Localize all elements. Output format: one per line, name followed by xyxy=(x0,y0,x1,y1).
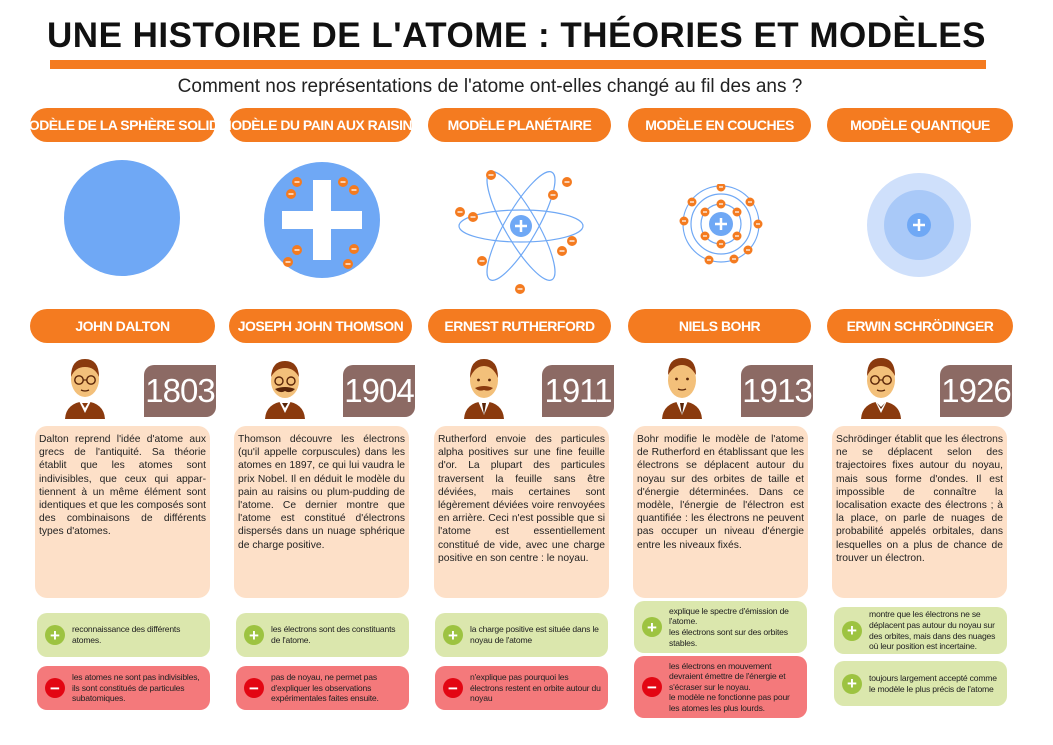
year-badge-1803: 1803 xyxy=(144,365,216,417)
scientist-label-bohr: NIELS BOHR xyxy=(628,309,811,343)
con-box-dalton xyxy=(37,666,210,710)
quantum-diagram xyxy=(866,172,972,278)
model-label-quantum: MODÈLE QUANTIQUE xyxy=(827,108,1013,142)
scientist-label-dalton: JOHN DALTON xyxy=(30,309,215,343)
minus-icon: − xyxy=(45,678,65,698)
pro-text: les électrons sont des constituants de l'atome. xyxy=(271,624,396,645)
description-card-rutherford: Rutherford envoie des particules alpha positives sur une fine feuille d'or. La plupart des particules traversent la feuille sans être déviées, mais certaines sont légèrement déviées voire renvoyées en arrière. Ceci n'est possible que si l'atome est essentiellement constitué de vide, avec une charge positive en son centre : le noyau. xyxy=(434,426,609,598)
pro-box-dalton xyxy=(37,613,210,657)
year-badge-1911: 1911 xyxy=(542,365,614,417)
model-label-plum-pudding: MODÈLE DU PAIN AUX RAISINS xyxy=(229,108,412,142)
plus-icon: + xyxy=(642,617,662,637)
con-box-thomson xyxy=(236,666,409,710)
plus-icon: + xyxy=(842,674,862,694)
page-subtitle: Comment nos représentations de l'atome ont-elles changé au fil des ans ? xyxy=(177,76,803,97)
thomson-portrait-icon xyxy=(262,353,308,419)
plus-icon: + xyxy=(842,621,862,641)
pro-line: explique le spectre d'émission de l'atome. xyxy=(669,605,789,627)
model-label-planetary: MODÈLE PLANÉTAIRE xyxy=(428,108,611,142)
planetary-diagram xyxy=(455,165,587,295)
pro-box-bohr xyxy=(634,601,807,653)
description-card-thomson: Thomson découvre les électrons (qu'il appelle corpuscules) dans les atomes en 1897, ce qui lui vaudra le prix Nobel. Il en déduit le modèle du pain au raisins ou plum-pudding de l'atome. Ce dernier montre que l'atome est constitué d'électrons dispersés dans un nuage sphérique de charge positive. xyxy=(234,426,409,598)
pro-box-schrodinger-1 xyxy=(834,607,1007,654)
plum-pudding-diagram xyxy=(260,160,385,285)
pro-text: la charge positive est située dans le noyau de l'atome xyxy=(470,624,599,645)
con-line: les électrons en mouvement devraient émettre de l'énergie et s'écraser sur le noyau. xyxy=(669,660,786,692)
con-text: n'explique pas pourquoi les électrons restent en orbite autour du noyau xyxy=(470,672,601,704)
pro-text xyxy=(669,606,807,648)
dalton-portrait-icon xyxy=(62,353,108,419)
minus-icon: − xyxy=(642,677,662,697)
minus-icon: − xyxy=(244,678,264,698)
shells-diagram xyxy=(678,184,764,270)
pro-line: les électrons sont sur des orbites stables. xyxy=(669,627,788,648)
plus-icon: + xyxy=(443,625,463,645)
con-box-rutherford xyxy=(435,666,608,710)
pro-box-thomson xyxy=(236,613,409,657)
scientist-label-thomson: JOSEPH JOHN THOMSON xyxy=(229,309,412,343)
title-underline xyxy=(50,60,986,69)
bohr-portrait-icon xyxy=(659,353,705,419)
year-badge-1926: 1926 xyxy=(940,365,1012,417)
con-text xyxy=(669,661,807,714)
scientist-label-rutherford: ERNEST RUTHERFORD xyxy=(428,309,611,343)
page-title: UNE HISTOIRE DE L'ATOME : THÉORIES ET MODÈLES xyxy=(47,16,986,55)
rutherford-portrait-icon xyxy=(461,353,507,419)
model-label-solid-sphere: MODÈLE DE LA SPHÈRE SOLIDE xyxy=(30,108,215,142)
con-text: les atomes ne sont pas indivisibles, ils sont constitués de particules subatomiques. xyxy=(72,672,200,704)
plus-icon: + xyxy=(244,625,264,645)
description-card-dalton: Dalton reprend l'idée d'atome aux grecs de l'antiquité. Sa théorie établit que les atomes sont indivisibles, que ceux qui appar-tiennent à un même élément sont identiques et que les composés sont des combinaisons de différents types d'atomes. xyxy=(35,426,210,598)
pro-text: montre que les électrons ne se déplacent pas autour du noyau sur des orbites, mais dans des nuages où leur position est incertaine. xyxy=(869,609,996,652)
scientist-label-schrodinger: ERWIN SCHRÖDINGER xyxy=(827,309,1013,343)
pro-box-rutherford xyxy=(435,613,608,657)
pro-box-schrodinger-2 xyxy=(834,661,1007,706)
plus-icon: + xyxy=(45,625,65,645)
schrodinger-portrait-icon xyxy=(858,353,904,419)
year-badge-1913: 1913 xyxy=(741,365,813,417)
con-box-bohr xyxy=(634,656,807,718)
pro-text: toujours largement accepté comme le modèle le plus précis de l'atome xyxy=(869,672,997,694)
description-card-schrodinger: Schrödinger établit que les électrons ne se déplacent selon des trajectoires fixes autour du noyau, mais sous forme d'ondes. Il est impossible de connaître la localisation exacte des électrons ; à la place, on parle de nuages de probabilité appelés orbitales, dans lesquelles on a plus de chance de trouver un électron. xyxy=(832,426,1007,598)
description-card-bohr: Bohr modifie le modèle de l'atome de Rutherford en établissant que les électrons se déplacent autour du noyau sur des orbites de taille et d'énergie déterminées. Dans ce modèle, l'énergie de l'électron est quantifiée : les électrons ne peuvent pas occuper un niveau d'énergie entre les niveaux fixés. xyxy=(633,426,808,598)
model-label-shells: MODÈLE EN COUCHES xyxy=(628,108,811,142)
minus-icon: − xyxy=(443,678,463,698)
year-badge-1904: 1904 xyxy=(343,365,415,417)
con-line: le modèle ne fonctionne pas pour les atomes les plus lourds. xyxy=(669,692,790,713)
solid-sphere-diagram xyxy=(60,155,185,280)
con-text: pas de noyau, ne permet pas d'expliquer les observations expérimentales faites ensuite. xyxy=(271,672,379,704)
pro-text: reconnaissance des différents atomes. xyxy=(72,624,181,645)
